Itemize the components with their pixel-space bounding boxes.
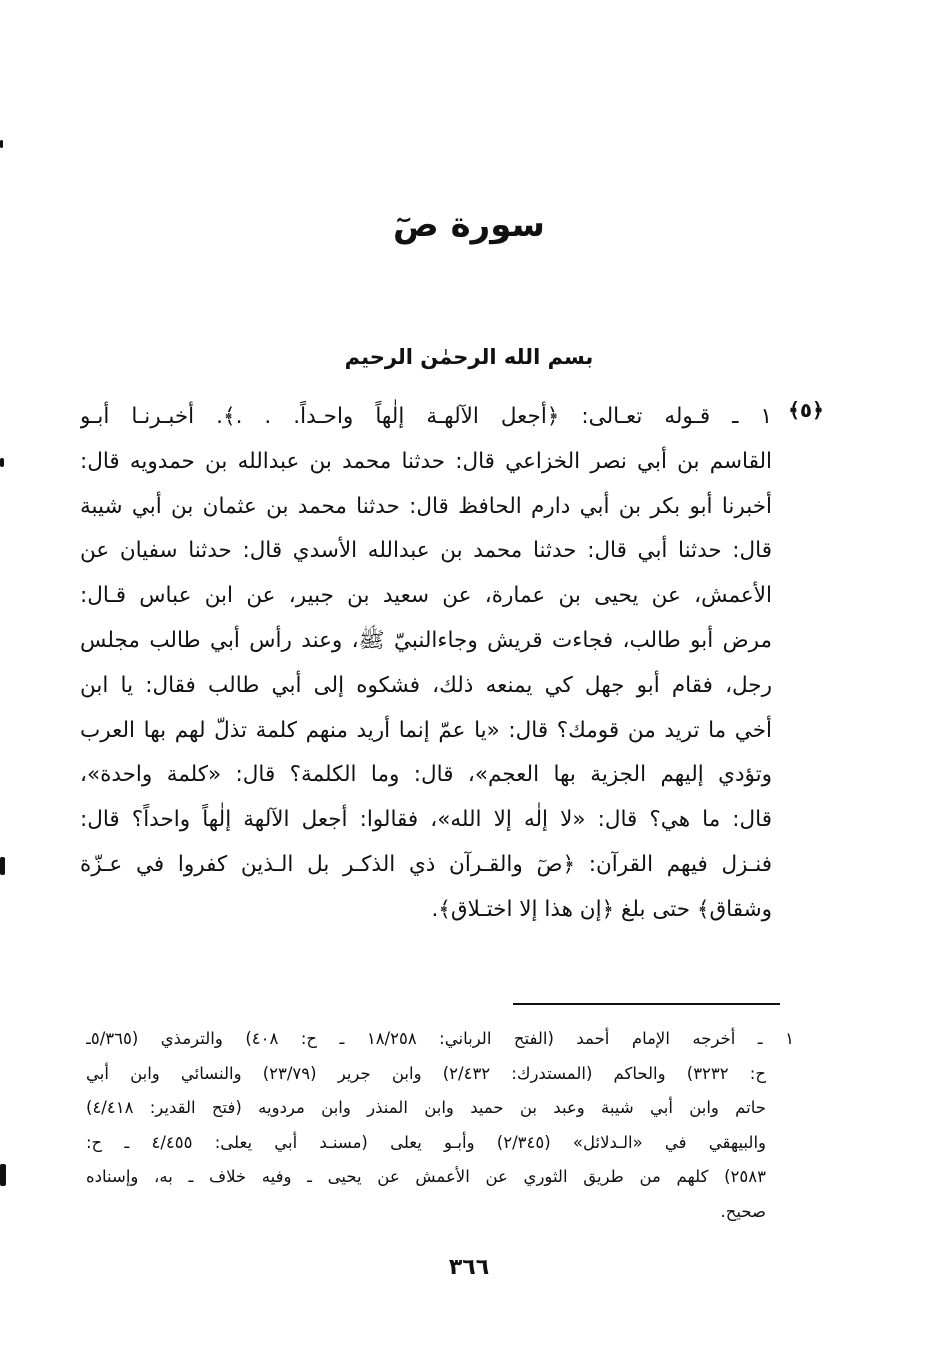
footnote-line: صحيح. bbox=[720, 1201, 766, 1221]
footnote-line: ١ ـ أخرجه الإمام أحمد (الفتح الرباني: ١٨/٢٥٨ ـ ح: ٤٠٨) والترمذي (٥/٣٦٥ـ bbox=[86, 1029, 794, 1048]
text-line: الأعمش، عن يحيى بن عمارة، عن سعيد بن جبير، عن ابن عباس قـال: bbox=[80, 583, 772, 609]
scan-edge-mark bbox=[0, 1164, 6, 1186]
text-line: أخي ما تريد من قومك؟ قال: «يا عمّ إنما أريد منهم كلمة تذلّ لهم بها العرب bbox=[80, 717, 772, 743]
text-line: وتؤدي إليهم الجزية بها العجم»، قال: وما الكلمة؟ قال: «كلمة واحدة»، bbox=[80, 762, 772, 788]
text-line: رجل، فقام أبو جهل كي يمنعه ذلك، فشكوه إلى أبي طالب فقال: يا ابن bbox=[80, 672, 772, 698]
text-line: فنـزل فيهم القرآن: ﴿صٓ والقـرآن ذي الذكـر بل الـذين كفروا في عـزّة bbox=[80, 851, 772, 877]
footnote-line: ٢٥٨٣) كلهم من طريق الثوري عن الأعمش عن يحيى ـ وفيه خلاف ـ به، وإسناده bbox=[86, 1167, 766, 1186]
text-line: مرض أبو طالب، فجاءت قريش وجاءالنبيّ ﷺ، وعند رأس أبي طالب مجلس bbox=[80, 627, 772, 653]
scan-edge-mark bbox=[0, 140, 3, 148]
verse-number-marker: ﴿٥﴾ bbox=[788, 398, 824, 422]
text-line: القاسم بن أبي نصر الخزاعي قال: حدثنا محمد بن عبدالله بن حمدويه قال: bbox=[80, 448, 772, 474]
basmala: بسم الله الرحمٰن الرحيم bbox=[344, 345, 594, 369]
text-line: أخبرنا أبو بكر بن أبي دارم الحافظ قال: حدثنا محمد بن عثمان بن أبي شيبة bbox=[80, 493, 772, 519]
surah-title: سورة صٓ bbox=[393, 205, 545, 245]
text-line: وشقاق﴾ حتى بلغ ﴿إن هذا إلا اختـلاق﴾. bbox=[431, 896, 772, 922]
text-line: ١ ـ قـوله تعـالى: ﴿أجعل الآلهـة إلٰهاً واحـداً. . .﴾. أخبـرنـا أبـو bbox=[80, 404, 772, 429]
footnote-block bbox=[86, 1022, 794, 1229]
footnote-line: والبيهقي في «الـدلائل» (٢/٣٤٥) وأبـو يعلى (مسنـد أبي يعلى: ٤/٤٥٥ ـ ح: bbox=[86, 1132, 766, 1152]
footnote-separator bbox=[513, 1003, 780, 1005]
page-number: ٣٦٦ bbox=[448, 1255, 490, 1280]
text-line: قال: حدثنا أبي قال: حدثنا محمد بن عبدالله الأسدي قال: حدثنا سفيان عن bbox=[80, 538, 772, 564]
footnote-line: حاتم وابن أبي شيبة وعبد بن حميد وابن المنذر وابن مردويه (فتح القدير: ٤/٤١٨) bbox=[86, 1098, 766, 1117]
main-text-block bbox=[80, 395, 772, 933]
scan-edge-mark bbox=[0, 857, 5, 875]
footnote-line: ح: ٣٢٣٢) والحاكم (المستدرك: ٢/٤٣٢) وابن جرير (٢٣/٧٩) والنسائي وابن أبي bbox=[86, 1063, 766, 1083]
text-line: قال: ما هي؟ قال: «لا إلٰه إلا الله»، فقالوا: أجعل الآلهة إلٰهاً واحداً؟ قال: bbox=[80, 807, 772, 833]
scan-edge-mark bbox=[0, 458, 4, 467]
